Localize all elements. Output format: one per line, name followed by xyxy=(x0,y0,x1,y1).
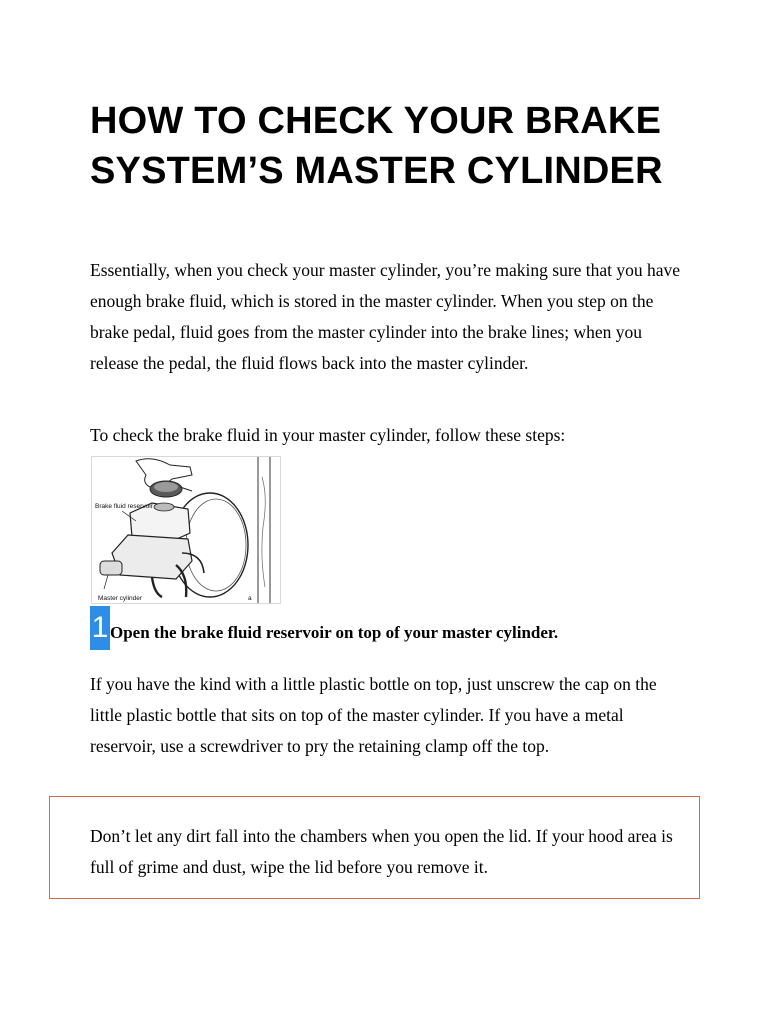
steps-intro: To check the brake fluid in your master cylinder, follow these steps: xyxy=(90,425,566,445)
step-1-body: If you have the kind with a little plastic bottle on top, just unscrew the cap on the little plastic bottle that sits on top of the master cylinder. If you have a metal reservoir, use a screwdriver to pry the retaining clamp off the top. xyxy=(90,674,657,756)
page-title: HOW TO CHECK YOUR BRAKE SYSTEM’S MASTER CYLINDER xyxy=(90,100,663,192)
tip-box xyxy=(49,796,700,899)
step-1 xyxy=(90,606,710,650)
step-number-badge: 1 xyxy=(90,606,110,650)
tip-text: Don’t let any dirt fall into the chambers when you open the lid. If your hood area is full of grime and dust, wipe the lid before you remove it. xyxy=(90,826,673,877)
intro-paragraph: Essentially, when you check your master cylinder, you’re making sure that you have enough brake fluid, which is stored in the master cylinder. When you step on the brake pedal, fluid goes from the master cylinder into the brake lines; when you release the pedal, the fluid flows back into the master cylinder. xyxy=(90,260,681,373)
cylinder-label: Master cylinder xyxy=(98,595,143,602)
reservoir-label: Brake fluid reservoir xyxy=(95,503,153,510)
master-cylinder-illustration xyxy=(91,456,281,604)
step-heading: Open the brake fluid reservoir on top of your master cylinder. xyxy=(110,623,559,642)
master-cylinder-drawing xyxy=(92,457,280,603)
figure-letter: a xyxy=(248,595,252,602)
